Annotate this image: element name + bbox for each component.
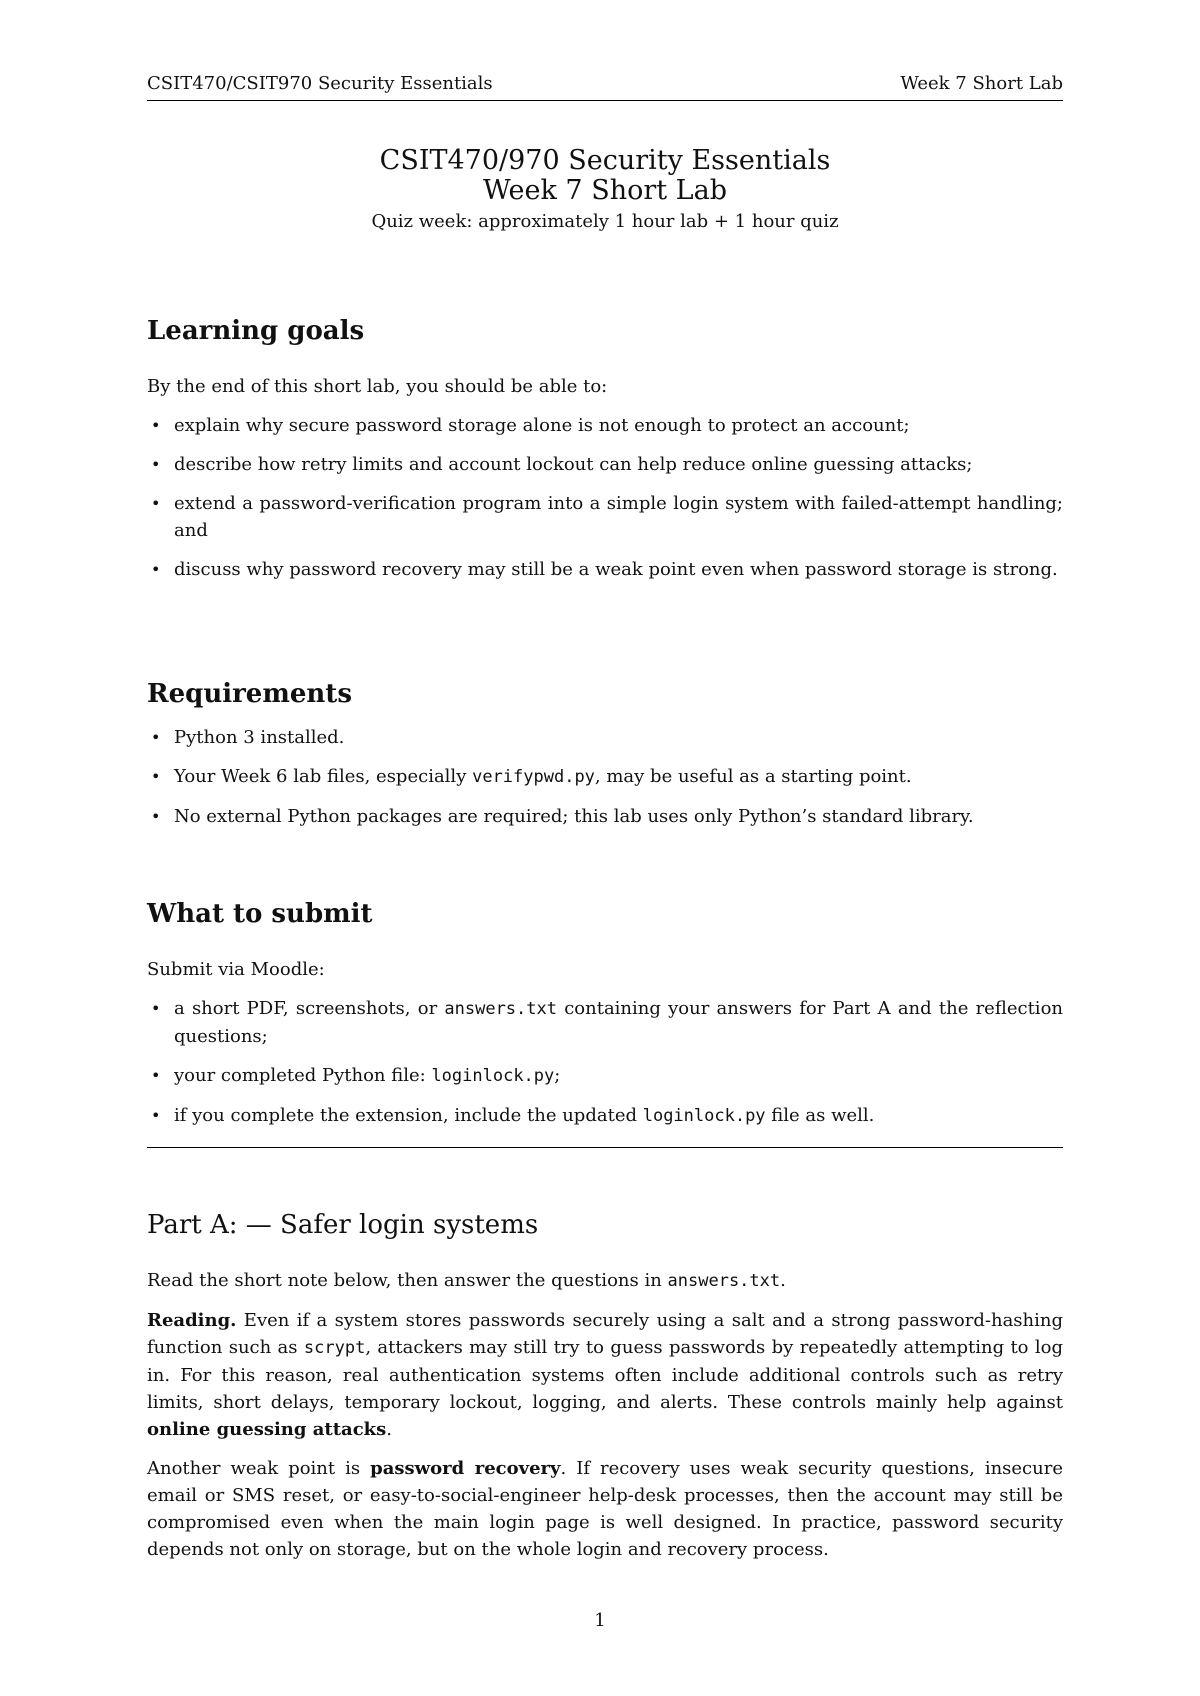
header-course: CSIT470/CSIT970 Security Essentials [147,73,493,94]
reading-paragraph [147,1307,1063,1443]
reading-emphasis: online guessing attacks [147,1419,387,1440]
code-filename: loginlock.py [642,1106,766,1126]
section-what-to-submit [147,898,1063,1130]
part-a-intro [147,1267,1063,1295]
running-header [147,70,1063,101]
list-item-text: Your Week 6 lab files, especially [174,766,473,787]
page-number: 1 [594,1610,606,1631]
section-requirements [147,678,1063,830]
code-filename: answers.txt [444,999,557,1019]
recovery-text: . If recovery uses weak security questions, insecure email or SMS reset, or easy-to-social-engineer help-desk processes, then the account may still be compromised even when the main login page is well designed. In practice, password security depends not only on storage, but on the whole login and recovery process. [147,1458,1063,1560]
recovery-emphasis: password recovery [370,1458,561,1479]
list-item: • describe how retry limits and account lockout can help reduce online guessing attacks; [147,451,1063,478]
list-item [147,763,1063,791]
learning-goals-intro: By the end of this short lab, you should be able to: [147,376,608,397]
list-item [147,1062,1063,1090]
part-a-intro-text: Read the short note below, then answer the questions in [147,1270,668,1291]
reading-text: . [386,1419,392,1440]
list-item-text: , may be useful as a starting point. [594,766,912,787]
submit-heading: What to submit [147,899,373,929]
recovery-text: Another weak point is [147,1458,371,1479]
document-title: CSIT470/970 Security Essentials [379,145,831,176]
list-item [147,995,1063,1050]
submit-list [147,995,1063,1130]
requirements-list [147,724,1063,830]
document-subtitle: Week 7 Short Lab [482,175,727,206]
section-learning-goals [147,315,1063,583]
list-item: • extend a password-verification program into a simple login system with failed-attempt handling; and [147,490,1063,544]
code-function: scrypt [303,1338,366,1358]
list-item: • Python 3 installed. [147,724,1063,751]
document-note: Quiz week: approximately 1 hour lab + 1 hour quiz [371,211,839,232]
list-item: • discuss why password recovery may still be a weak point even when password storage is strong. [147,556,1063,583]
submit-intro: Submit via Moodle: [147,959,325,980]
list-item-text: a short PDF, screenshots, or [174,998,445,1019]
list-item: • explain why secure password storage alone is not enough to protect an account; [147,412,1063,439]
reading-text: Even if a system stores passwords securely using a salt and a strong password-hashing function such as [147,1310,1063,1358]
code-filename: loginlock.py [431,1066,555,1086]
requirements-heading: Requirements [147,679,352,709]
list-item-text: containing your answers for Part A and the reflection questions; [174,998,1063,1047]
learning-goals-heading: Learning goals [147,316,365,346]
recovery-paragraph [147,1455,1063,1563]
list-item [147,1102,1063,1130]
list-item: • No external Python packages are required; this lab uses only Python’s standard library. [147,803,1063,830]
list-item-text: file as well. [765,1105,875,1126]
list-item-text: ; [554,1065,561,1086]
list-item-text: your completed Python file: [174,1065,432,1086]
code-filename: verifypwd.py [472,767,595,787]
part-a-intro-text: . [780,1270,786,1291]
reading-text: , attackers may still try to guess passwords by repeatedly attempting to log in. For this reason, real authentication systems often include additional controls such as retry limits, short delays, temporary lockout, logging, and alerts. These controls mainly help against [147,1337,1063,1413]
learning-goals-list [147,412,1063,583]
code-filename: answers.txt [667,1271,781,1291]
reading-label: Reading. [147,1310,237,1331]
section-divider [147,1147,1063,1148]
part-a-heading: Part A: — Safer login systems [147,1210,539,1240]
header-week: Week 7 Short Lab [900,73,1063,94]
title-block [147,146,1063,236]
section-part-a [147,1209,1063,1563]
list-item-text: if you complete the extension, include the updated [174,1105,643,1126]
